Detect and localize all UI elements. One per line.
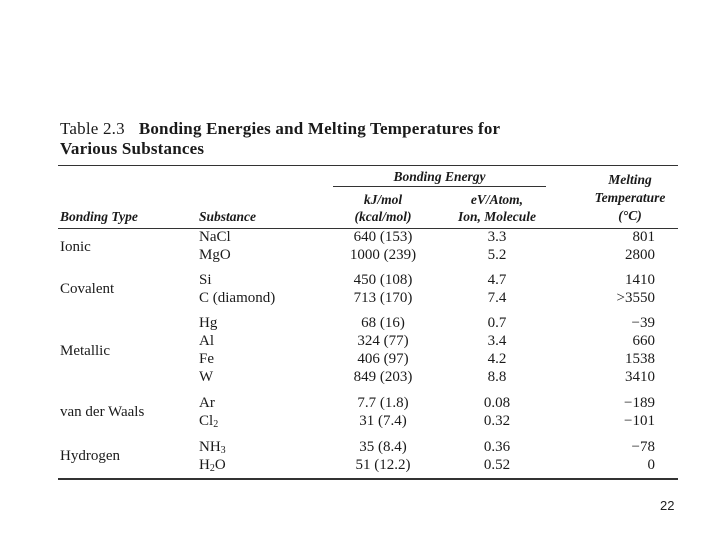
- table-top-rule: [58, 165, 678, 166]
- bonding-energy-kj-cell: 35 (8.4): [359, 439, 407, 455]
- melting-temp-cell: −78: [631, 439, 655, 455]
- table-title: [60, 119, 500, 159]
- header-substance: Substance: [199, 209, 257, 224]
- melting-temp-cell: −101: [624, 413, 655, 429]
- bonding-energy-ev-cell: 3.3: [487, 229, 507, 245]
- bonding-energy-rule: [333, 186, 546, 187]
- header-kj-line1: kJ/mol: [363, 192, 403, 207]
- substance-formula-render: $H_2O$: [199, 457, 226, 474]
- substance-cell: Fe: [199, 351, 214, 367]
- header-bonding-energy: Bonding Energy: [393, 169, 486, 184]
- substance-cell: [199, 440, 226, 455]
- bonding-type-covalent: Covalent: [60, 281, 115, 297]
- bonding-energy-ev-cell: 5.2: [487, 247, 507, 263]
- bonding-energy-kj-cell: 406 (97): [357, 351, 409, 367]
- bonding-energy-kj-cell: 1000 (239): [349, 247, 417, 263]
- bonding-type-hydrogen: Hydrogen: [60, 448, 120, 464]
- melting-temp-cell: 1410: [625, 272, 655, 288]
- bonding-energy-ev-cell: 0.32: [483, 413, 511, 429]
- bonding-energy-ev-cell: 0.08: [483, 395, 511, 411]
- bonding-energy-ev-cell: 4.7: [487, 272, 507, 288]
- bonding-energy-ev-cell: 0.7: [487, 315, 507, 331]
- page-number: 22: [660, 498, 675, 513]
- bonding-energy-kj-cell: 849 (203): [353, 369, 413, 385]
- header-ev-line1: eV/Atom,: [470, 192, 524, 207]
- melting-temp-cell: >3550: [616, 290, 655, 306]
- substance-cell: C (diamond): [199, 290, 276, 306]
- melting-temp-cell: 3410: [625, 369, 655, 385]
- header-bonding-type: Bonding Type: [60, 209, 138, 224]
- bonding-energy-kj-cell: 31 (7.4): [359, 413, 407, 429]
- substance-cell: [199, 458, 226, 473]
- header-melting-line1: Melting: [608, 172, 652, 187]
- bonding-energy-kj-cell: 324 (77): [357, 333, 409, 349]
- substance-cell: Si: [199, 272, 212, 288]
- substance-formula-render: $Cl_2$: [199, 413, 219, 430]
- header-melting-line3: (°C): [618, 208, 642, 223]
- substance-formula-render: $NH_3$: [199, 439, 226, 456]
- table-bottom-rule: [58, 478, 678, 480]
- table-title-line1: Bonding Energies and Melting Temperatures for: [138, 119, 501, 138]
- melting-temp-cell: 1538: [625, 351, 655, 367]
- melting-temp-cell: 2800: [625, 247, 655, 263]
- melting-temp-cell: 660: [632, 333, 655, 349]
- melting-temp-cell: −39: [631, 315, 655, 331]
- bonding-energy-kj-cell: 450 (108): [353, 272, 413, 288]
- substance-cell: Ar: [199, 395, 215, 411]
- header-kj-line2: (kcal/mol): [354, 209, 412, 224]
- bonding-energy-kj-cell: 51 (12.2): [355, 457, 411, 473]
- melting-temp-cell: 0: [647, 457, 655, 473]
- substance-cell: W: [199, 369, 214, 385]
- bonding-type-ionic: Ionic: [60, 239, 91, 255]
- bonding-energy-ev-cell: 7.4: [487, 290, 507, 306]
- bonding-energy-kj-cell: 7.7 (1.8): [357, 395, 409, 411]
- bonding-energy-ev-cell: 4.2: [487, 351, 507, 367]
- table-number: Table 2.3: [60, 119, 125, 138]
- bonding-type-van-der-waals: van der Waals: [60, 404, 145, 420]
- melting-temp-cell: −189: [624, 395, 655, 411]
- bonding-energy-ev-cell: 3.4: [487, 333, 507, 349]
- substance-cell: Hg: [199, 315, 218, 331]
- table-title-line2: Various Substances: [60, 139, 205, 158]
- substance-cell: MgO: [199, 247, 231, 263]
- bonding-type-metallic: Metallic: [60, 343, 110, 359]
- header-ev-line2: Ion, Molecule: [457, 209, 536, 224]
- bonding-energy-ev-cell: 0.36: [483, 439, 511, 455]
- substance-cell: Al: [199, 333, 214, 349]
- melting-temp-cell: 801: [632, 229, 655, 245]
- bonding-energy-ev-cell: 8.8: [487, 369, 507, 385]
- header-melting-line2: Temperature: [594, 190, 666, 205]
- bonding-energy-ev-cell: 0.52: [483, 457, 511, 473]
- bonding-energy-kj-cell: 640 (153): [353, 229, 413, 245]
- bonding-energy-kj-cell: 68 (16): [361, 315, 405, 331]
- substance-cell: [199, 414, 218, 429]
- substance-cell: NaCl: [199, 229, 231, 245]
- bonding-energy-kj-cell: 713 (170): [353, 290, 413, 306]
